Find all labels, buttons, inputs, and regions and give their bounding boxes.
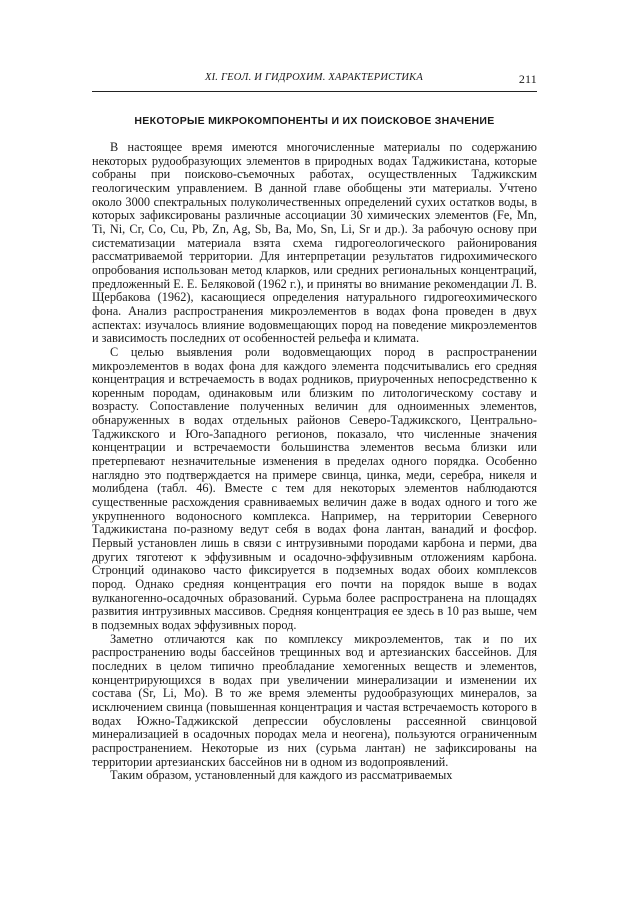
section-title: НЕКОТОРЫЕ МИКРОКОМПОНЕНТЫ И ИХ ПОИСКОВОЕ ЗНАЧЕНИЕ — [134, 115, 495, 127]
paragraph: Заметно отличаются как по комплексу микроэлементов, так и по их распространению воды бассейнов трещинных вод и артезианских бассейнов. Для последних в целом типично преобладание хемогенных веществ и элементов, концентрирующихся в водах при увеличении минерализации и изменении их состава (Sr, Li, Mo). В то же время элементы рудообразующих минералов, за исключением свинца (повышенная концентрация и частая встречаемость которого в водах Южно-Таджикской депрессии обусловлены рассеянной свинцовой минерализацией в осадочных породах мела и неогена), пользуются ограниченным распространением. Некоторые из них (сурьма лантан) не зафиксированы на территории артезианских бассейнов ни в одном из водопроявлений. — [92, 631, 537, 769]
running-header-title: XI. ГЕОЛ. И ГИДРОХИМ. ХАРАКТЕРИСТИКА — [205, 72, 423, 83]
header-rule — [92, 91, 537, 92]
running-header — [92, 72, 537, 88]
paragraph: В настоящее время имеются многочисленные материалы по содержанию некоторых рудообразующих элементов в природных водах Таджикистана, которые собраны при поисково-съемочных работах, осуществленных Таджикским геологическим управлением. В данной главе обобщены эти материалы. Учтено около 3000 спектральных полуколичественных определений сухих остатков воды, в которых зафиксированы различные ассоциации 30 химических элементов (Fe, Mn, Ti, Ni, Cr, Co, Cu, Pb, Zn, Ag, Sb, Ba, Mo, Sn, Li, Sr и др.). За рабочую основу при систематизации материала взята схема гидрогеологического районирования рассматриваемой территории. Для интерпретации результатов гидрохимического опробования использован метод кларков, или средних региональных концентраций, предложенный Е. Е. Беляковой (1962 г.), и приняты во внимание рекомендации Л. В. Щербакова (1962), касающиеся определения натурального гидрогеохимического фона. Анализ распространения микроэлементов в водах фона проведен в двух аспектах: изучалось влияние водовмещающих пород на поведение микроэлементов и зависимость последних от особенностей рельефа и климата. — [92, 140, 537, 346]
page-number: 211 — [518, 72, 537, 86]
body-text — [92, 141, 537, 783]
paragraph: Таким образом, установленный для каждого из рассматриваемых — [110, 768, 453, 783]
document-page — [92, 72, 537, 783]
paragraph: С целью выявления роли водовмещающих пород в распространении микроэлементов в водах фона для каждого элемента подсчитывались его средняя концентрация и встречаемость в водах родников, приуроченных непосредственно к коренным породам, одинаковым или близким по литологическому составу и возрасту. Сопоставление полученных величин для одноименных элементов, обнаруженных в водах отдельных районов Северо-Таджикского, Центрально-Таджикского и Юго-Западного регионов, показало, что численные значения концентрации и встречаемости большинства элементов весьма близки или претерпевают незначительные изменения в пределах одного порядка. Особенно наглядно это подтверждается на примере свинца, цинка, меди, серебра, никеля и молибдена (табл. 46). Вместе с тем для некоторых элементов наблюдаются существенные расхождения сравниваемых величин даже в водах одного и того же укрупненного водоносного комплекса. Например, на территории Северного Таджикистана по-разному ведут себя в водах фона лантан, ванадий и фосфор. Первый установлен лишь в связи с интрузивными породами карбона и перми, два других тяготеют к эффузивным и осадочно-эффузивным отложениям карбона. Стронций одинаково часто фиксируется в подземных водах обоих комплексов пород. Однако средняя концентрация его почти на порядок выше в водах вулканогенно-осадочных образований. Сурьма более распространена на площадях развития интрузивных массивов. Средняя концентрация ее здесь в 10 раз выше, чем в подземных водах эффузивных пород. — [92, 344, 537, 632]
